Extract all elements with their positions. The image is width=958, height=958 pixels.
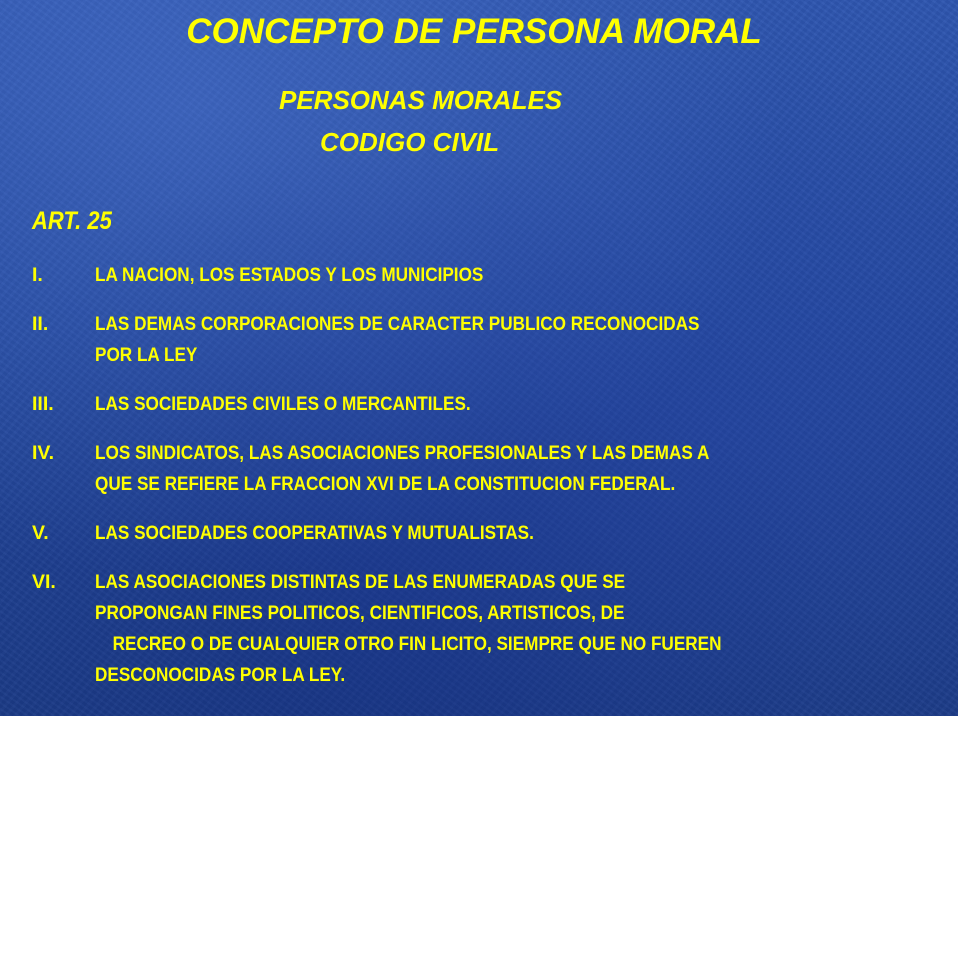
item-line: LAS ASOCIACIONES DISTINTAS DE LAS ENUMERADAS QUE SE [95,571,626,593]
item-text [95,567,905,691]
item-line: QUE SE REFIERE LA FRACCION XVI DE LA CONSTITUCION FEDERAL. [95,473,676,495]
list-item [32,260,932,291]
item-line: RECREO O DE CUALQUIER OTRO FIN LICITO, SIEMPRE QUE NO FUEREN [112,633,722,655]
item-number: IV. [32,442,55,464]
item-line: DESCONOCIDAS POR LA LEY. [95,664,346,686]
item-text [95,438,905,500]
article-fractions-list [32,260,932,709]
article-heading: ART. 25 [32,207,112,235]
item-line: LOS SINDICATOS, LAS ASOCIACIONES PROFESIONALES Y LAS DEMAS A [95,442,710,464]
list-item [32,518,932,549]
item-number: III. [32,393,54,415]
item-number: V. [32,522,49,544]
item-number: I. [32,264,43,286]
item-line: LAS DEMAS CORPORACIONES DE CARACTER PUBLICO RECONOCIDAS [95,313,700,335]
item-number: VI. [32,571,56,593]
item-line: LAS SOCIEDADES CIVILES O MERCANTILES. [95,393,471,415]
list-item [32,567,932,691]
item-text [95,518,905,549]
item-text [95,309,905,371]
item-line: PROPONGAN FINES POLITICOS, CIENTIFICOS, ARTISTICOS, DE [95,602,625,624]
list-item [32,309,932,371]
slide-title: CONCEPTO DE PERSONA MORAL [186,12,762,51]
item-line: POR LA LEY [95,344,198,366]
list-item [32,438,932,500]
subtitle-personas-morales: PERSONAS MORALES [279,85,563,115]
item-text [95,260,905,291]
item-line: LA NACION, LOS ESTADOS Y LOS MUNICIPIOS [95,264,484,286]
item-text [95,389,905,420]
item-line: LAS SOCIEDADES COOPERATIVAS Y MUTUALISTAS. [95,522,534,544]
item-number: II. [32,313,49,335]
list-item [32,389,932,420]
subtitle-codigo-civil: CODIGO CIVIL [320,127,500,157]
